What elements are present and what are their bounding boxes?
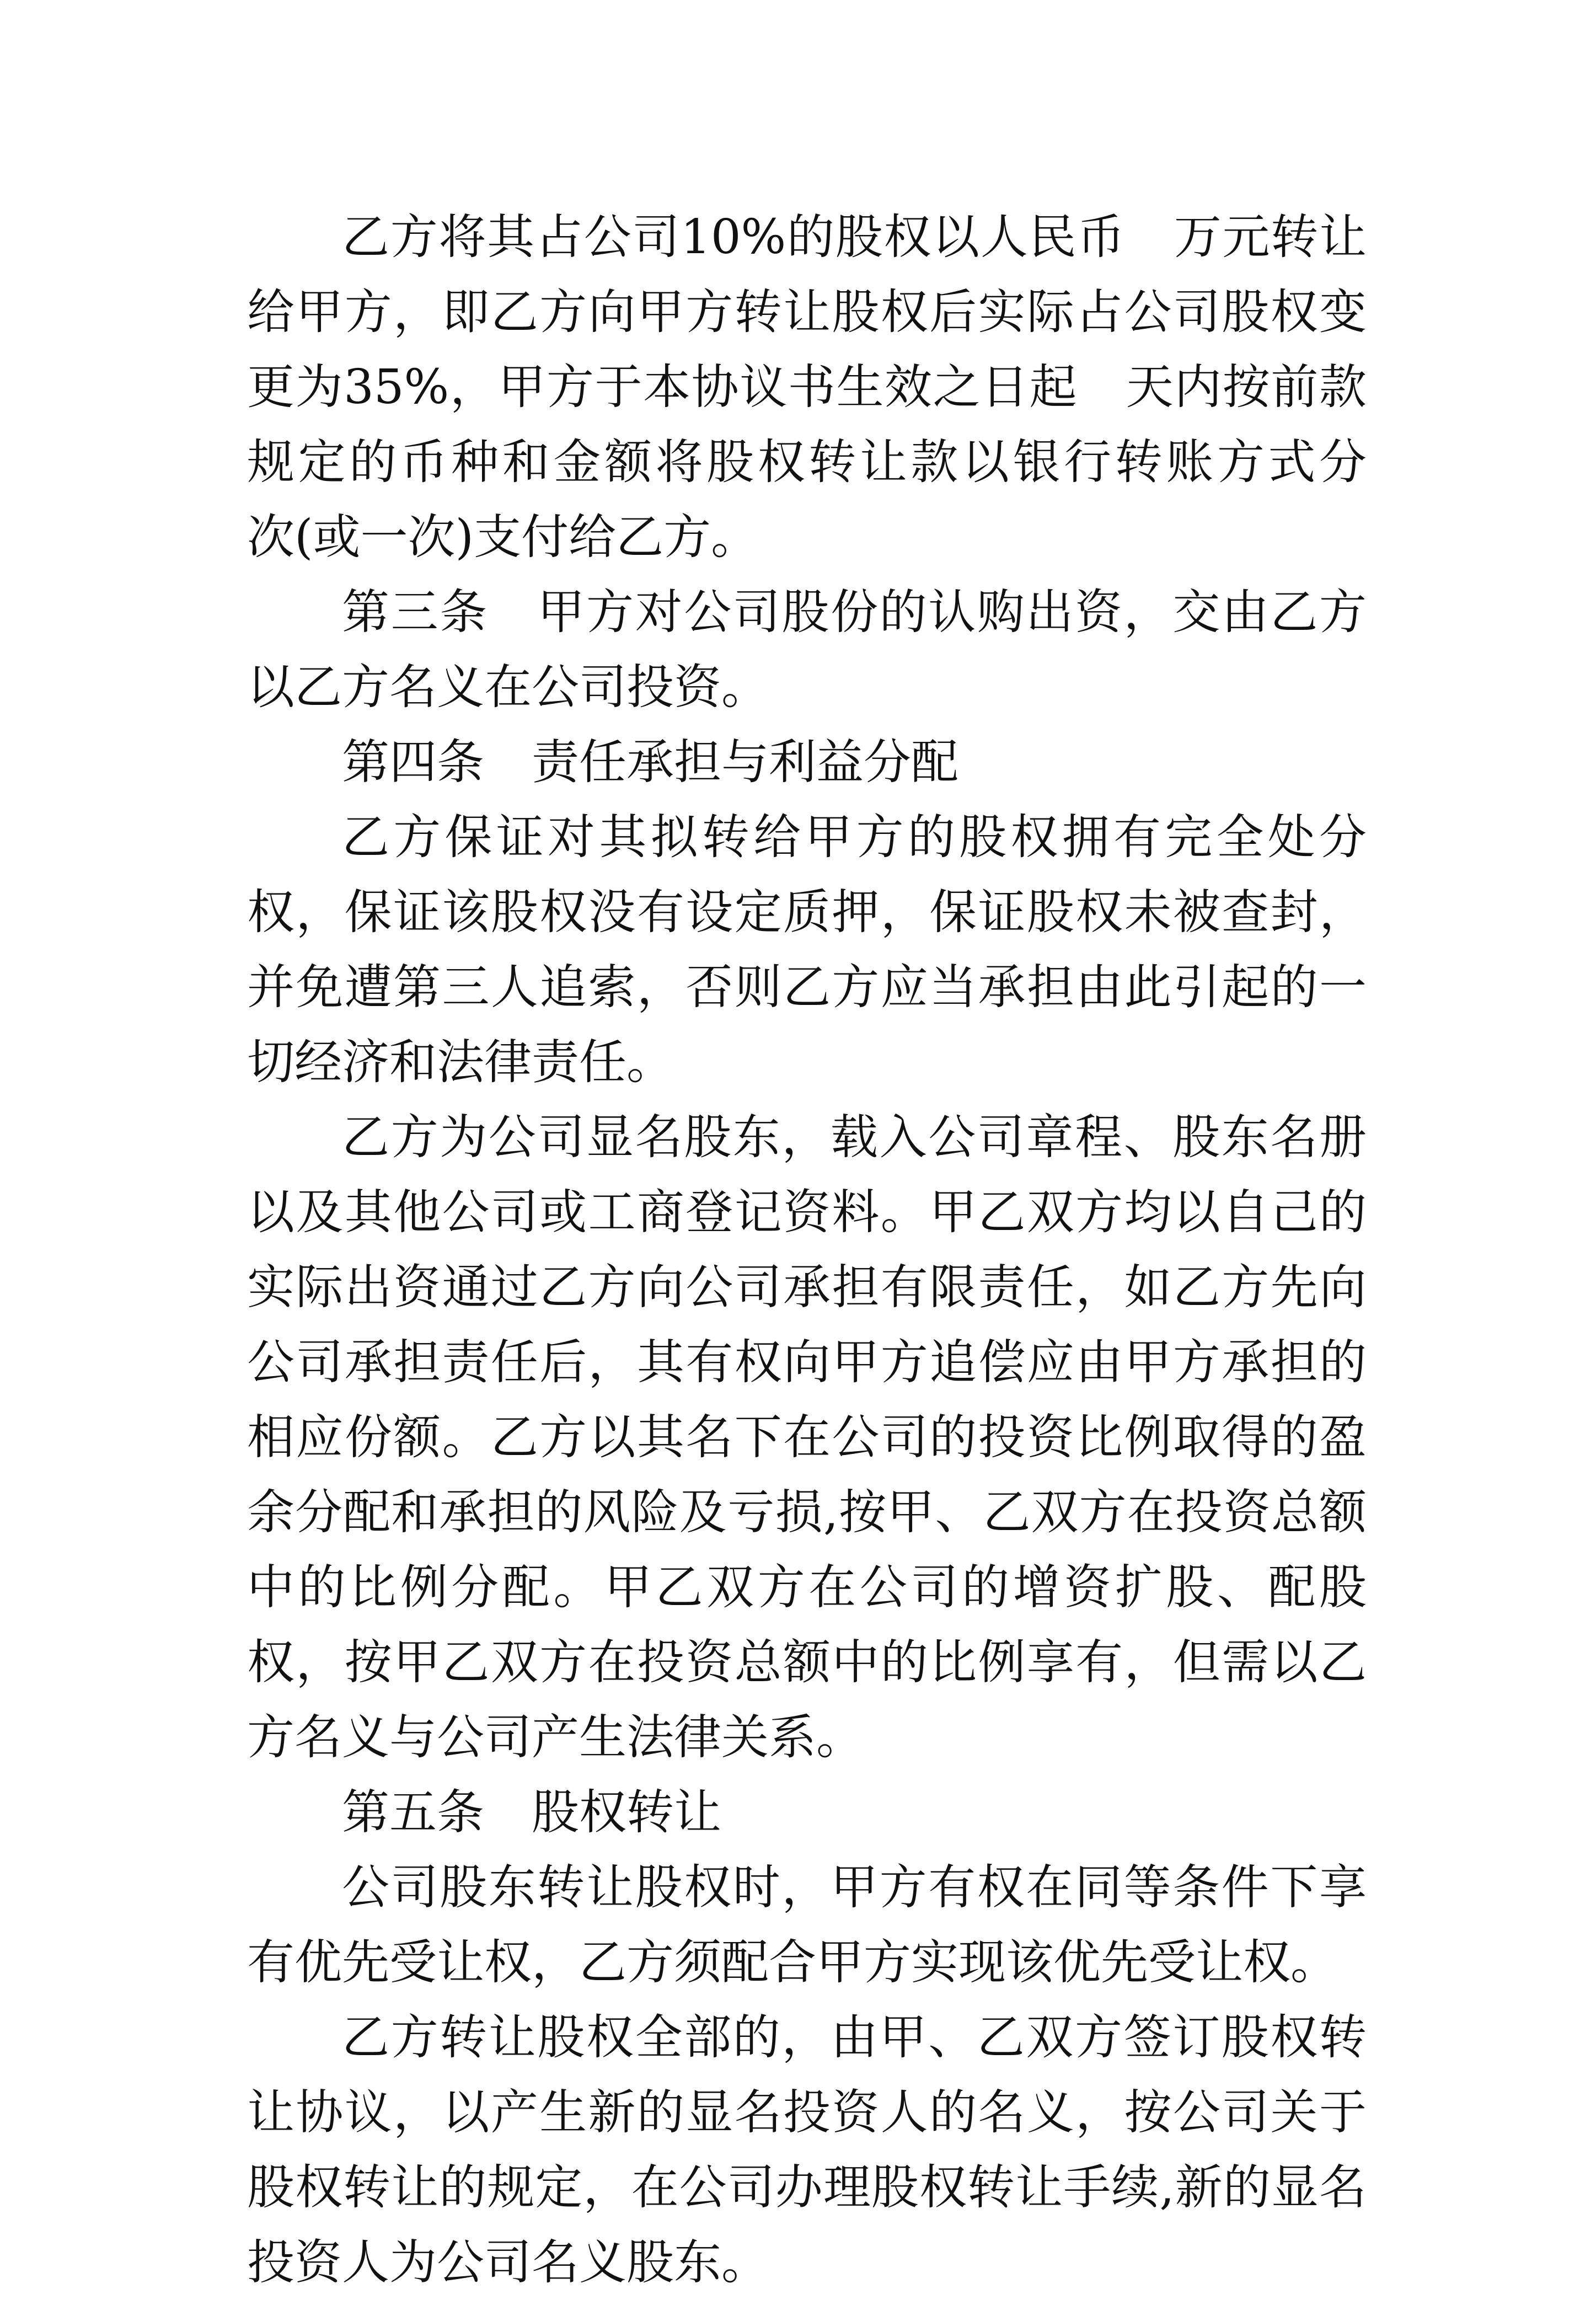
paragraph-preemptive-right: 公司股东转让股权时，甲方有权在同等条件下享有优先受让权，乙方须配合甲方实现该优先受让权。 bbox=[247, 1860, 1367, 1990]
article-3: 第三条 甲方对公司股份的认购出资，交由乙方以乙方名义在公司投资。 bbox=[247, 585, 1367, 715]
paragraph-full-transfer: 乙方转让股权全部的，由甲、乙双方签订股权转让协议，以产生新的显名投资人的名义，按公司关于股权转让的规定，在公司办理股权转让手续,新的显名投资人为公司名义股东。 bbox=[247, 2010, 1367, 2290]
article-5-heading: 第五条 股权转让 bbox=[342, 1785, 721, 1840]
paragraph-guarantee: 乙方保证对其拟转给甲方的股权拥有完全处分权，保证该股权没有设定质押，保证股权未被查封，并免遭第三人追索，否则乙方应当承担由此引起的一切经济和法律责任。 bbox=[247, 810, 1367, 1090]
article-4-heading: 第四条 责任承担与利益分配 bbox=[342, 735, 958, 790]
paragraph-nominal-shareholder: 乙方为公司显名股东，载入公司章程、股东名册以及其他公司或工商登记资料。甲乙双方均以自己的实际出资通过乙方向公司承担有限责任，如乙方先向公司承担责任后，其有权向甲方追偿应由甲方承担的相应份额。乙方以其名下在公司的投资比例取得的盈余分配和承担的风险及亏损,按甲、乙双方在投资总额中的比例分配。甲乙双方在公司的增资扩股、配股权，按甲乙双方在投资总额中的比例享有，但需以乙方名义与公司产生法律关系。 bbox=[247, 1110, 1367, 1765]
document-body bbox=[247, 200, 1414, 2300]
paragraph-transfer-terms: 乙方将其占公司10%的股权以人民币 万元转让给甲方，即乙方向甲方转让股权后实际占公司股权变更为35%，甲方于本协议书生效之日起 天内按前款规定的币种和金额将股权转让款以银行转账方式分 次(或一次)支付给乙方。 bbox=[247, 210, 1414, 565]
